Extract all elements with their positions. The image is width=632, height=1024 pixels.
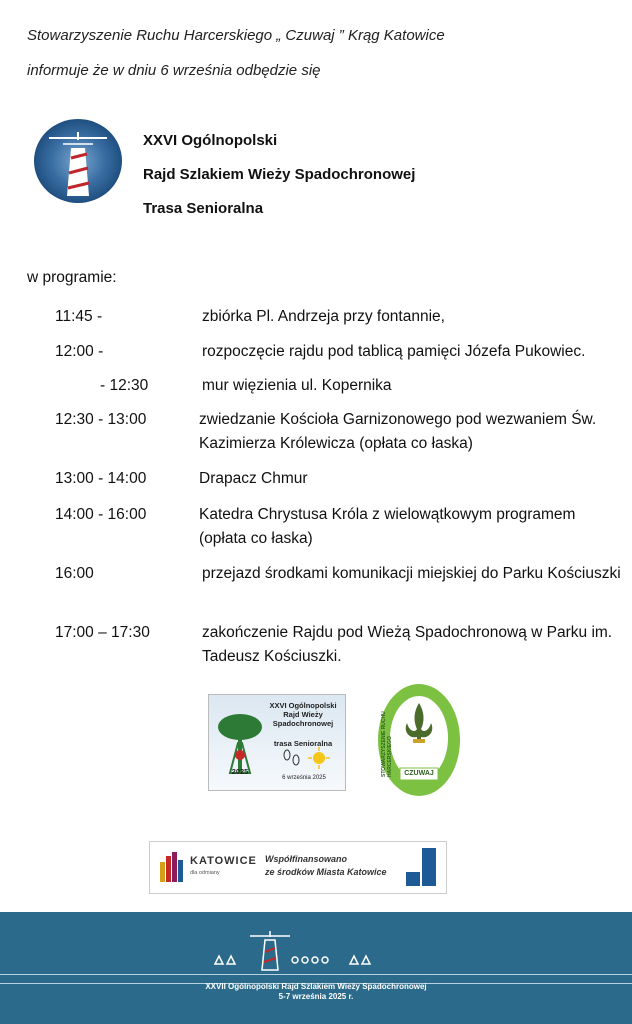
- sponsor-text: [265, 853, 387, 879]
- program-desc: Katedra Chrystusa Króla z wielowątkowym programem (opłata co łaska): [199, 506, 576, 547]
- event-title: [143, 130, 415, 232]
- footer-tower-and-trees-icon: [205, 928, 385, 974]
- rajd-badge: [208, 694, 346, 791]
- parachute-tower-logo: [33, 118, 123, 204]
- program-time: 13:00 - 14:00: [55, 470, 147, 487]
- program-time: 11:45 -: [55, 308, 103, 325]
- footer-banner: [0, 912, 632, 1024]
- sponsor-text-line-2: ze środków Miasta Katowice: [265, 867, 387, 877]
- program-desc: rozpoczęcie rajdu pod tablicą pamięci Józefa Pukowiec.: [202, 343, 586, 360]
- program-time: 17:00 – 17:30: [55, 624, 150, 641]
- program-time: 14:00 - 16:00: [55, 506, 147, 523]
- badge-date: 6 września 2025: [282, 775, 326, 781]
- sponsor-logo: [149, 841, 447, 894]
- program-heading: w programie:: [27, 269, 117, 286]
- sponsor-city: KATOWICE: [190, 855, 257, 867]
- program-desc: zbiórka Pl. Andrzeja przy fontannie,: [202, 308, 445, 325]
- footprints-icon: [281, 749, 303, 767]
- sponsor-tagline: dla odmiany: [190, 870, 220, 876]
- sun-icon: [308, 747, 330, 769]
- title-line-2: Rajd Szlakiem Wieży Spadochronowej: [143, 166, 416, 183]
- intro-line-1: Stowarzyszenie Ruchu Harcerskiego „ Czuwaj ” Krąg Katowice: [27, 27, 445, 44]
- title-line-1: XXVI Ogólnopolski: [143, 132, 278, 149]
- czuwaj-word: CZUWAJ: [404, 770, 434, 777]
- ring-text: STOWARZYSZENIE RUCHU HARCERSKIEGO: [381, 711, 393, 777]
- title-line-3: Trasa Senioralna: [143, 200, 264, 217]
- program-desc: zakończenie Rajdu pod Wieżą Spadochronową w Parku im. Tadeusz Kościuszki.: [202, 624, 613, 665]
- katowice-city-icon: [160, 852, 186, 882]
- badge-year: 2025: [231, 767, 249, 776]
- badge-line-4: trasa Senioralna: [273, 739, 333, 748]
- badge-line-3: Spadochronowej: [272, 719, 334, 728]
- intro-line-2: informuje że w dniu 6 września odbędzie się: [27, 62, 321, 79]
- badge-line-2: Rajd Wieży: [283, 710, 323, 719]
- program-time: 12:00 -: [55, 343, 104, 360]
- sponsor-text-line-1: Współfinansowano: [265, 854, 347, 864]
- program-time: - 12:30: [100, 377, 149, 394]
- program-desc: Drapacz Chmur: [199, 470, 308, 487]
- bar-graphic-icon: [406, 848, 442, 888]
- badge-line-1: XXVI Ogólnopolski: [269, 701, 337, 710]
- footer-line-2: 5-7 września 2025 r.: [278, 992, 354, 1001]
- program-desc: mur więzienia ul. Kopernika: [202, 377, 392, 394]
- footer-line-1: XXVII Ogólnopolski Rajd Szlakiem Wieży Spadochronowej: [205, 982, 427, 991]
- program-desc: zwiedzanie Kościoła Garnizonowego pod wezwaniem Św. Kazimierza Królewicza (opłata co łaska): [199, 411, 597, 452]
- czuwaj-badge: [377, 683, 461, 798]
- program-time: 12:30 - 13:00: [55, 411, 147, 428]
- program-time: 16:00: [55, 565, 94, 582]
- program-desc: przejazd środkami komunikacji miejskiej do Parku Kościuszki: [202, 565, 621, 582]
